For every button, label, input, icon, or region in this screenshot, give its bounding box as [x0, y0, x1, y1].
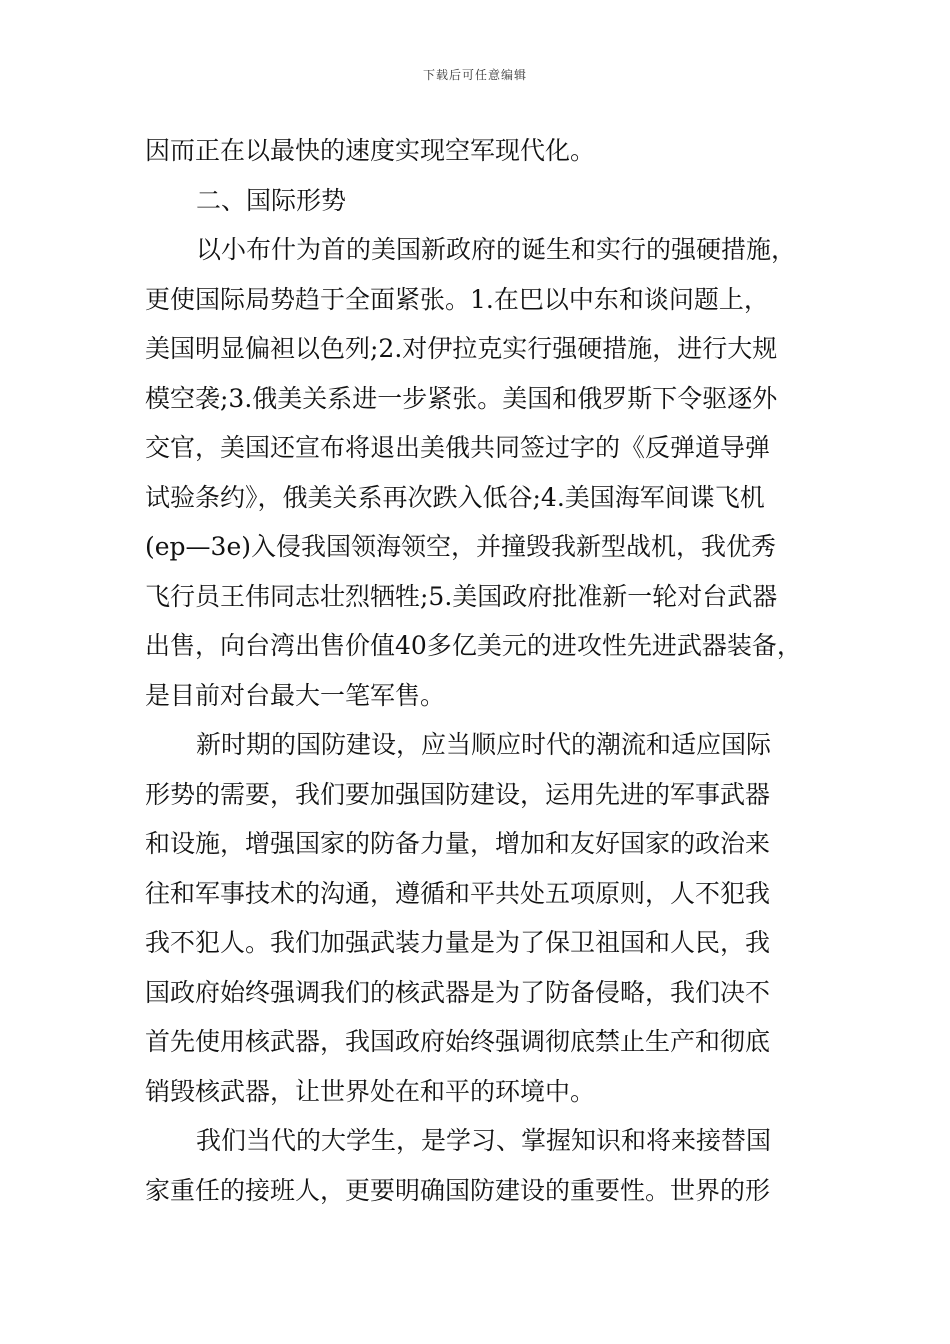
text-line: 往和军事技术的沟通，遵循和平共处五项原则，人不犯我 — [145, 878, 771, 908]
text-line: 我们当代的大学生，是学习、掌握知识和将来接替国 — [196, 1126, 772, 1155]
text-line: (ep—3e)入侵我国领海领空，并撞毁我新型战机，我优秀 — [145, 532, 777, 561]
text-line: 新时期的国防建设，应当顺应时代的潮流和适应国际 — [196, 730, 772, 759]
section-heading: 二、国际形势 — [196, 185, 347, 215]
text-line: 试验条约》，俄美关系再次跌入低谷;4.美国海军间谍飞机 — [145, 482, 765, 512]
text-line: 国政府始终强调我们的核武器是为了防备侵略，我们决不 — [145, 977, 771, 1007]
text-line: 和设施，增强国家的防备力量，增加和友好国家的政治来 — [145, 829, 771, 858]
download-note: 下载后可任意编辑 — [422, 68, 527, 82]
text-line: 首先使用核武器，我国政府始终强调彻底禁止生产和彻底 — [145, 1027, 771, 1056]
text-line: 飞行员王伟同志壮烈牺牲;5.美国政府批准新一轮对台武器 — [145, 581, 778, 611]
text-line: 家重任的接班人，更要明确国防建设的重要性。世界的形 — [145, 1175, 771, 1205]
text-line: 美国明显偏袒以色列;2.对伊拉克实行强硬措施，进行大规 — [145, 334, 778, 363]
text-line: 我不犯人。我们加强武装力量是为了保卫祖国和人民，我 — [145, 928, 771, 957]
text-line: 销毁核武器，让世界处在和平的环境中。 — [145, 1076, 596, 1106]
text-line: 出售，向台湾出售价值40多亿美元的进攻性先进武器装备， — [145, 631, 802, 660]
text-line: 以小布什为首的美国新政府的诞生和实行的强硬措施， — [196, 235, 797, 264]
text-line: 因而正在以最快的速度实现空军现代化。 — [145, 136, 596, 165]
text-line: 是目前对台最大一笔军售。 — [145, 680, 446, 710]
text-line: 形势的需要，我们要加强国防建设，运用先进的军事武器 — [145, 779, 771, 809]
document-body — [145, 126, 817, 1215]
text-line: 模空袭;3.俄美关系进一步紧张。美国和俄罗斯下令驱逐外 — [145, 383, 778, 413]
text-line: 更使国际局势趋于全面紧张。1.在巴以中东和谈问题上， — [145, 284, 769, 314]
text-line: 交官，美国还宣布将退出美俄共同签过字的《反弹道导弹 — [145, 433, 771, 462]
